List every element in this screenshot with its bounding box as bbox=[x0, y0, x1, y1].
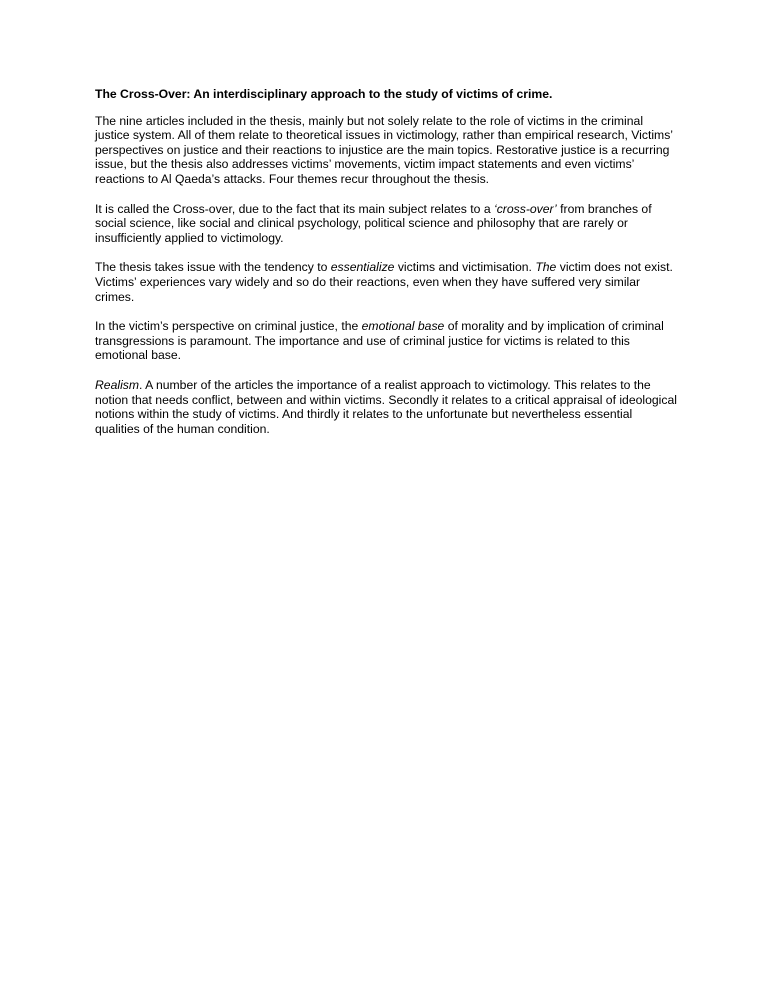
paragraph-3-emphasis-1: essentialize bbox=[330, 260, 395, 275]
paragraph-4-emphasis: emotional base bbox=[361, 319, 445, 334]
paragraph-3 bbox=[95, 260, 680, 304]
paragraph-3-text-b: victims and victimisation. bbox=[394, 260, 536, 275]
paragraph-4-text-a: In the victim’s perspective on criminal justice, the bbox=[95, 319, 362, 334]
paragraph-2 bbox=[95, 202, 680, 246]
paragraph-3-text-c: victim does not exist. Victims’ experiences vary widely and so do their reactions, even when they have suffered very similar crimes. bbox=[95, 260, 673, 304]
paragraph-4 bbox=[95, 319, 680, 363]
paragraph-5-emphasis: Realism bbox=[95, 377, 140, 392]
document-body bbox=[95, 87, 680, 451]
paragraph-3-text-a: The thesis takes issue with the tendency to bbox=[95, 260, 331, 275]
document-title: The Cross-Over: An interdisciplinary approach to the study of victims of crime. bbox=[95, 87, 553, 101]
paragraph-2-text-b: from branches of social science, like social and clinical psychology, political science and philosophy that are rarely or insufficiently applied to victimology. bbox=[95, 201, 652, 245]
paragraph-5 bbox=[95, 378, 680, 436]
paragraph-4-text-b: of morality and by implication of criminal transgressions is paramount. The importance and use of criminal justice for victims is related to this emotional base. bbox=[95, 319, 664, 363]
paragraph-2-emphasis: ‘cross-over’ bbox=[494, 201, 557, 216]
paragraph-5-text-a: . A number of the articles the importance of a realist approach to victimology. This relates to the notion that needs conflict, between and within victims. Secondly it relates to a critical appraisal of ideological notions within the study of victims. And thirdly it relates to the unfortunate but nevertheless essential qualities of the human condition. bbox=[95, 377, 677, 436]
paragraph-2-text-a: It is called the Cross-over, due to the fact that its main subject relates to a bbox=[95, 201, 494, 216]
paragraph-1: The nine articles included in the thesis, mainly but not solely relate to the role of victims in the criminal justice system. All of them relate to theoretical issues in victimology, rather than empirical research, Victims’ perspectives on justice and their reactions to injustice are the main topics. Restorative justice is a recurring issue, but the thesis also addresses victims’ movements, victim impact statements and even victims’ reactions to Al Qaeda’s attacks. Four themes recur throughout the thesis. bbox=[95, 113, 673, 186]
paragraph-3-emphasis-2: The bbox=[535, 260, 557, 275]
